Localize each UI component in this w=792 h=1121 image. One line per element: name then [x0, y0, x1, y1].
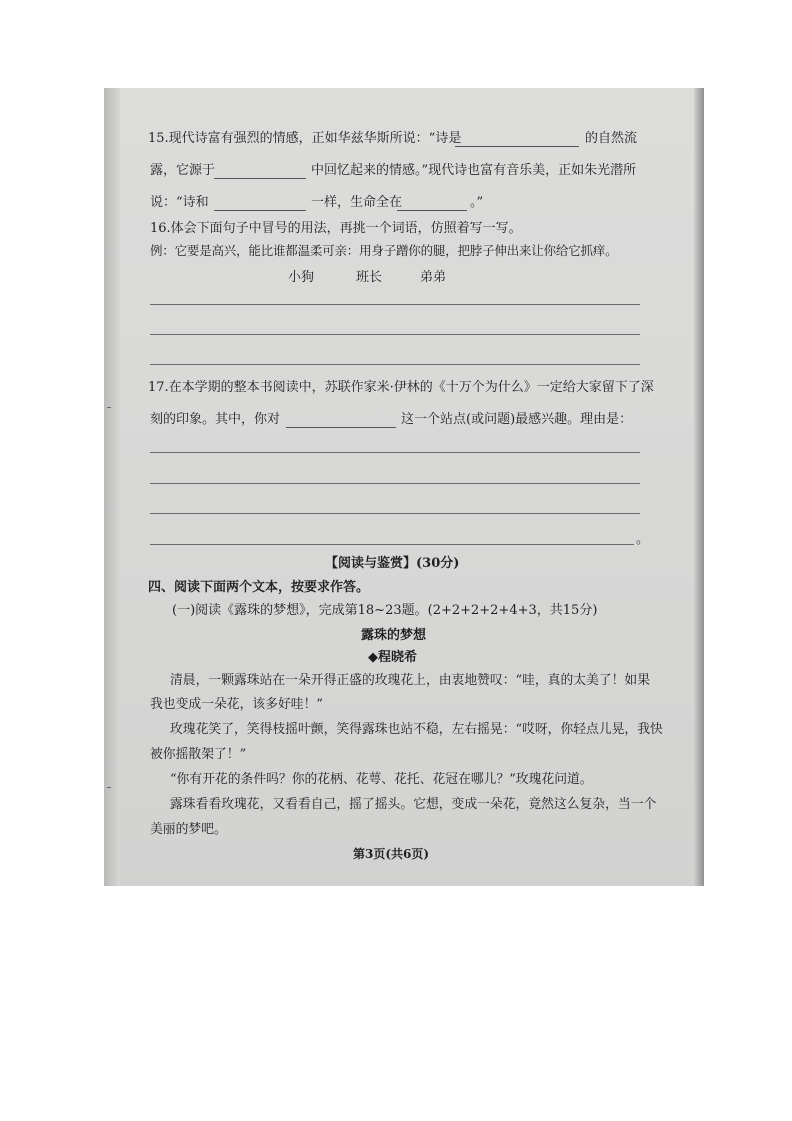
q17-line2-a: 刻的印象。其中，你对 [150, 412, 281, 427]
section-title: 【阅读与鉴赏】(30分) [325, 556, 460, 571]
q17-line1: 17.在本学期的整本书阅读中，苏联作家米·伊林的《十万个为什么》一定给大家留下了深 [148, 380, 654, 395]
page-left-edge-shadow [104, 88, 120, 886]
q15-line1-a: 15.现代诗富有强烈的情感，正如华兹华斯所说：“诗是 [148, 131, 462, 146]
q15-blank-3[interactable] [214, 210, 306, 211]
story-title: 露珠的梦想 [361, 628, 427, 643]
q16-answer-line-1[interactable] [150, 304, 640, 305]
q15-line2-a: 露，它源于 [150, 163, 216, 178]
q17-blank-station[interactable] [286, 427, 396, 428]
q16-prompt: 16.体会下面句子中冒号的用法，再挑一个词语，仿照着写一写。 [150, 221, 522, 236]
q15-line1-b: 的自然流 [585, 131, 638, 146]
margin-tick [107, 787, 111, 788]
q15-line3-c: 。” [470, 195, 484, 210]
section-part-heading: 四、阅读下面两个文本，按要求作答。 [148, 580, 370, 595]
q15-blank-4[interactable] [397, 210, 467, 211]
q16-answer-line-3[interactable] [150, 364, 640, 365]
page-footer: 第3页(共6页) [353, 847, 430, 861]
story-p1-line1: 清晨，一颗露珠站在一朵开得正盛的玫瑰花上，由衷地赞叹：“哇，真的太美了！如果 [170, 673, 651, 688]
story-p2-line2: 被你摇散架了！” [150, 747, 247, 762]
page-right-edge-shadow [694, 88, 704, 886]
q16-word-1: 小狗 [288, 270, 315, 285]
q17-answer-line-1[interactable] [150, 452, 640, 453]
q17-line2-b: 这一个站点(或问题)最感兴趣。理由是： [401, 412, 633, 427]
q16-answer-line-2[interactable] [150, 334, 640, 335]
story-p2-line1: 玫瑰花笑了，笑得枝摇叶颤，笑得露珠也站不稳，左右摇晃：“哎呀，你轻点儿晃，我快 [170, 722, 663, 737]
story-p4-line2: 美丽的梦吧。 [150, 822, 227, 837]
q17-answer-line-4[interactable] [150, 544, 634, 545]
q16-example: 例：它要是高兴，能比谁都温柔可亲：用身子蹭你的腿，把脖子伸出来让你给它抓痒。 [150, 243, 618, 258]
story-p3: “你有开花的条件吗？你的花柄、花萼、花托、花冠在哪儿？”玫瑰花问道。 [170, 772, 593, 787]
story-p4-line1: 露珠看看玫瑰花，又看看自己，摇了摇头。它想，变成一朵花，竟然这么复杂，当一个 [170, 797, 657, 812]
q16-word-2: 班长 [356, 270, 383, 285]
q15-line3-a: 说：“诗和 [150, 195, 209, 210]
q15-line3-b: 一样，生命全在 [311, 195, 403, 210]
section-sub-heading: (一)阅读《露珠的梦想》，完成第18~23题。(2+2+2+2+4+3，共15分) [172, 603, 598, 618]
margin-tick [107, 407, 111, 408]
story-p1-line2: 我也变成一朵花，该多好哇！” [150, 697, 323, 712]
q15-line2-b: 中回忆起来的情感。”现代诗也富有音乐美，正如朱光潜所 [311, 163, 637, 178]
q17-answer-line-3[interactable] [150, 513, 640, 514]
q17-answer-line-2[interactable] [150, 483, 640, 484]
q15-blank-2[interactable] [214, 178, 306, 179]
q17-end-mark: 。 [636, 532, 650, 547]
story-author: ◆程晓希 [368, 650, 417, 665]
q15-blank-1[interactable] [455, 146, 579, 147]
q16-word-3: 弟弟 [420, 270, 447, 285]
